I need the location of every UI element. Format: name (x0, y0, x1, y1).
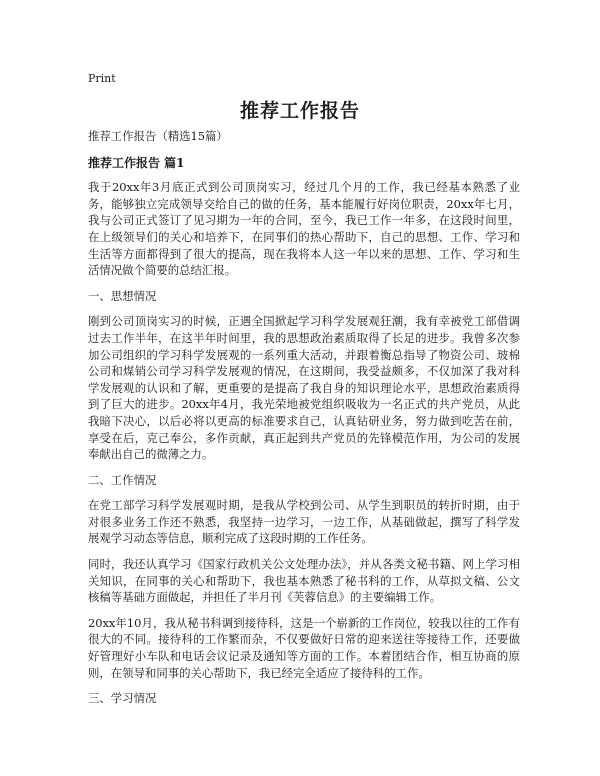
thought-paragraph: 刚到公司顶岗实习的时候，正遇全国掀起学习科学发展观狂潮，我有幸被党工部借调过去工作半年，在这半年时间里，我的思想政治素质取得了长足的进步。我曾多次参加公司组织的学习科学发展观的一系列重大活动，并跟着衡总指导了物资公司、玻棉公司和煤销公司学习科学发展观的情况，在这期间，我受益颇多，不仅加深了我对科学发展观的认识和了解，更重要的是提高了我自身的知识理论水平，思想政治素质得到了巨大的进步。20xx年4月，我光荣地被党组织吸收为一名正式的共产党员，从此我暗下决心，以后必将以更高的标准要求自己，认真钻研业务，努力做到吃苦在前，享受在后，克己奉公，多作贡献，真正起到共产党员的先锋模范作用，为公司的发展奉献出自己的微薄之力。 (88, 314, 520, 462)
article-heading: 推荐工作报告 篇1 (88, 155, 185, 170)
work-paragraph-2: 同时，我还认真学习《国家行政机关公文处理办法》，并从各类文秘书籍、网上学习相关知识，在同事的关心和帮助下，我也基本熟悉了秘书科的工作，从草拟文稿、公文核稿等基础方面做起，并担任了半月刊《芙蓉信息》的主要编辑工作。 (88, 557, 520, 605)
section-heading-study: 三、学习情况 (88, 691, 157, 706)
section-heading-thought: 一、思想情况 (88, 288, 157, 303)
print-link[interactable]: Print (88, 72, 116, 85)
work-paragraph-1: 在党工部学习科学发展观时期，是我从学校到公司、从学生到职员的转折时期，由于对很多业务工作还不熟悉，我坚持一边学习，一边工作，从基础做起，撰写了科学发展观学习动态等信息，顺利完成了这段时期的工作任务。 (88, 498, 520, 546)
page-title: 推荐工作报告 (239, 100, 360, 122)
work-paragraph-3: 20xx年10月，我从秘书科调到接待科，这是一个崭新的工作岗位，较我以往的工作有很大的不同。接待科的工作繁而杂，不仅要做好日常的迎来送往等接待工作，还要做好管理好小车队和电话会议记录及通知等方面的工作。本着团结合作，相互协商的原则，在领导和同事的关心帮助下，我已经完全适应了接待科的工作。 (88, 615, 520, 680)
document-subtitle: 推荐工作报告（精选15篇） (88, 129, 228, 143)
intro-paragraph: 我于20xx年3月底正式到公司顶岗实习，经过几个月的工作，我已经基本熟悉了业务，能够独立完成领导交给自己的做的任务，基本能履行好岗位职责，20xx年七月，我与公司正式签订了见习期为一年的合同，至今，我已工作一年多，在这段时间里，在上级领导们的关心和培养下，在同事们的热心帮助下，自己的思想、工作、学习和生活等方面都得到了很大的提高，现在我将本人这一年以来的思想、工作、学习和生活情况做个简要的总结汇报。 (88, 180, 520, 278)
section-heading-work: 二、工作情况 (88, 472, 157, 487)
document-body (88, 128, 520, 716)
